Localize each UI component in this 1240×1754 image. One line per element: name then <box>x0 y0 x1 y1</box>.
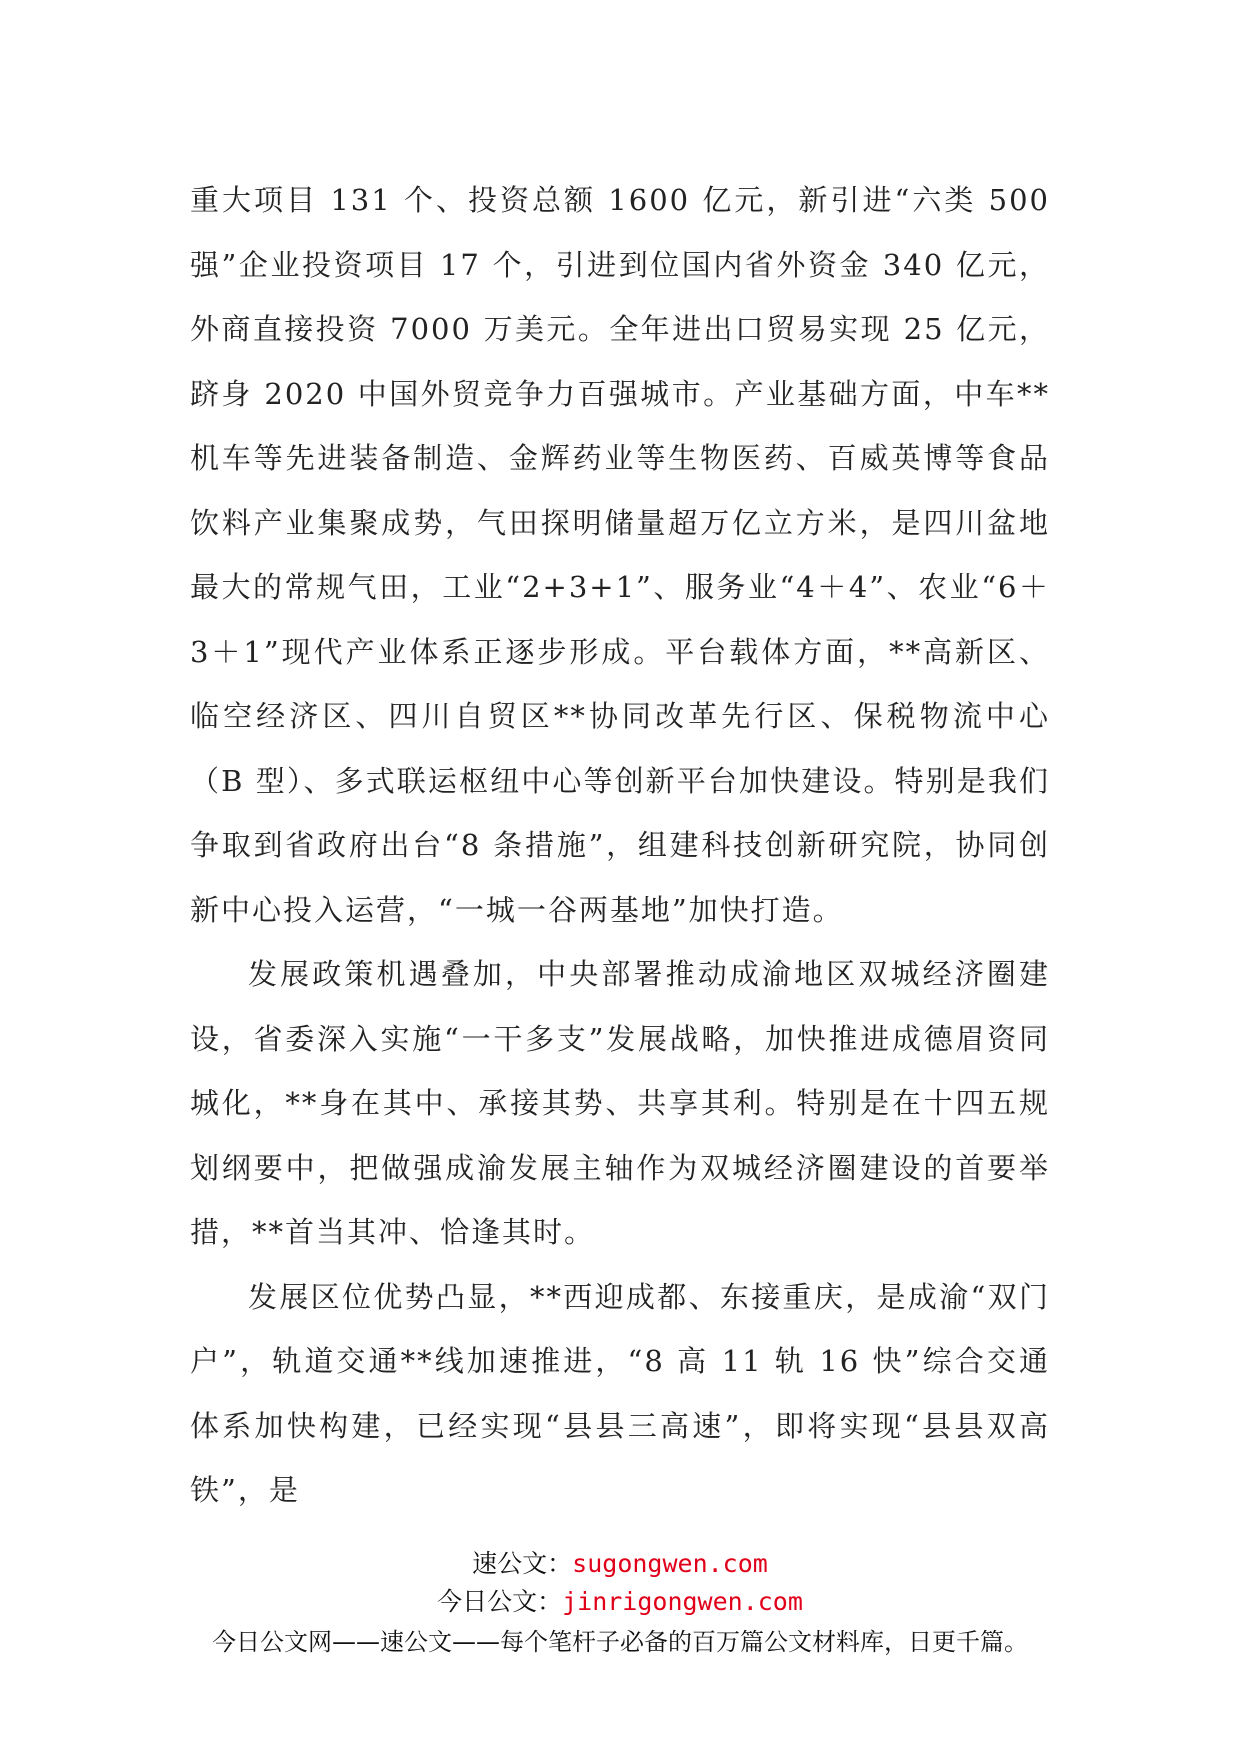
footer-jinrigongwen-label: 今日公文： <box>437 1587 563 1616</box>
footer-tagline: 今日公文网——速公文——每个笔杆子必备的百万篇公文材料库，日更千篇。 <box>212 1628 1028 1656</box>
page-footer <box>0 1545 1240 1661</box>
paragraph-industry-foundation: 重大项目 131 个、投资总额 1600 亿元，新引进“六类 500 强”企业投资项目 17 个，引进到位国内省外资金 340 亿元，外商直接投资 7000 万美元。全年进出口贸易实现 25 亿元，跻身 2020 中国外贸竞争力百强城市。产业基础方面，中车**机车等先进装备制造、金辉药业等生物医药、百威英博等食品饮料产业集聚成势，气田探明储量超万亿立方米，是四川盆地最大的常规气田，工业“2+3+1”、服务业“4＋4”、农业“6＋3＋1”现代产业体系正逐步形成。平台载体方面，**高新区、临空经济区、四川自贸区**协同改革先行区、保税物流中心（B 型）、多式联运枢纽中心等创新平台加快建设。特别是我们争取到省政府出台“8 条措施”，组建科技创新研究院，协同创新中心投入运营，“一城一谷两基地”加快打造。 <box>190 183 1050 927</box>
paragraph-policy-opportunity: 发展政策机遇叠加，中央部署推动成渝地区双城经济圈建设，省委深入实施“一干多支”发展战略，加快推进成德眉资同城化，**身在其中、承接其势、共享其利。特别是在十四五规划纲要中，把做强成渝发展主轴作为双城经济圈建设的首要举措，**首当其冲、恰逢其时。 <box>190 957 1050 1249</box>
footer-jinrigongwen-link[interactable]: jinrigongwen.com <box>562 1587 803 1616</box>
footer-sugongwen-link[interactable]: sugongwen.com <box>572 1549 768 1578</box>
paragraph-location-advantage: 发展区位优势凸显，**西迎成都、东接重庆，是成渝“双门户”，轨道交通**线加速推进，“8 高 11 轨 16 快”综合交通体系加快构建，已经实现“县县三高速”，即将实现“县县双高铁”，是 <box>190 1279 1050 1507</box>
footer-jinrigongwen-line <box>0 1583 1240 1621</box>
document-body <box>190 168 1050 1523</box>
footer-sugongwen-label: 速公文： <box>472 1549 573 1578</box>
footer-sugongwen-line <box>0 1545 1240 1583</box>
